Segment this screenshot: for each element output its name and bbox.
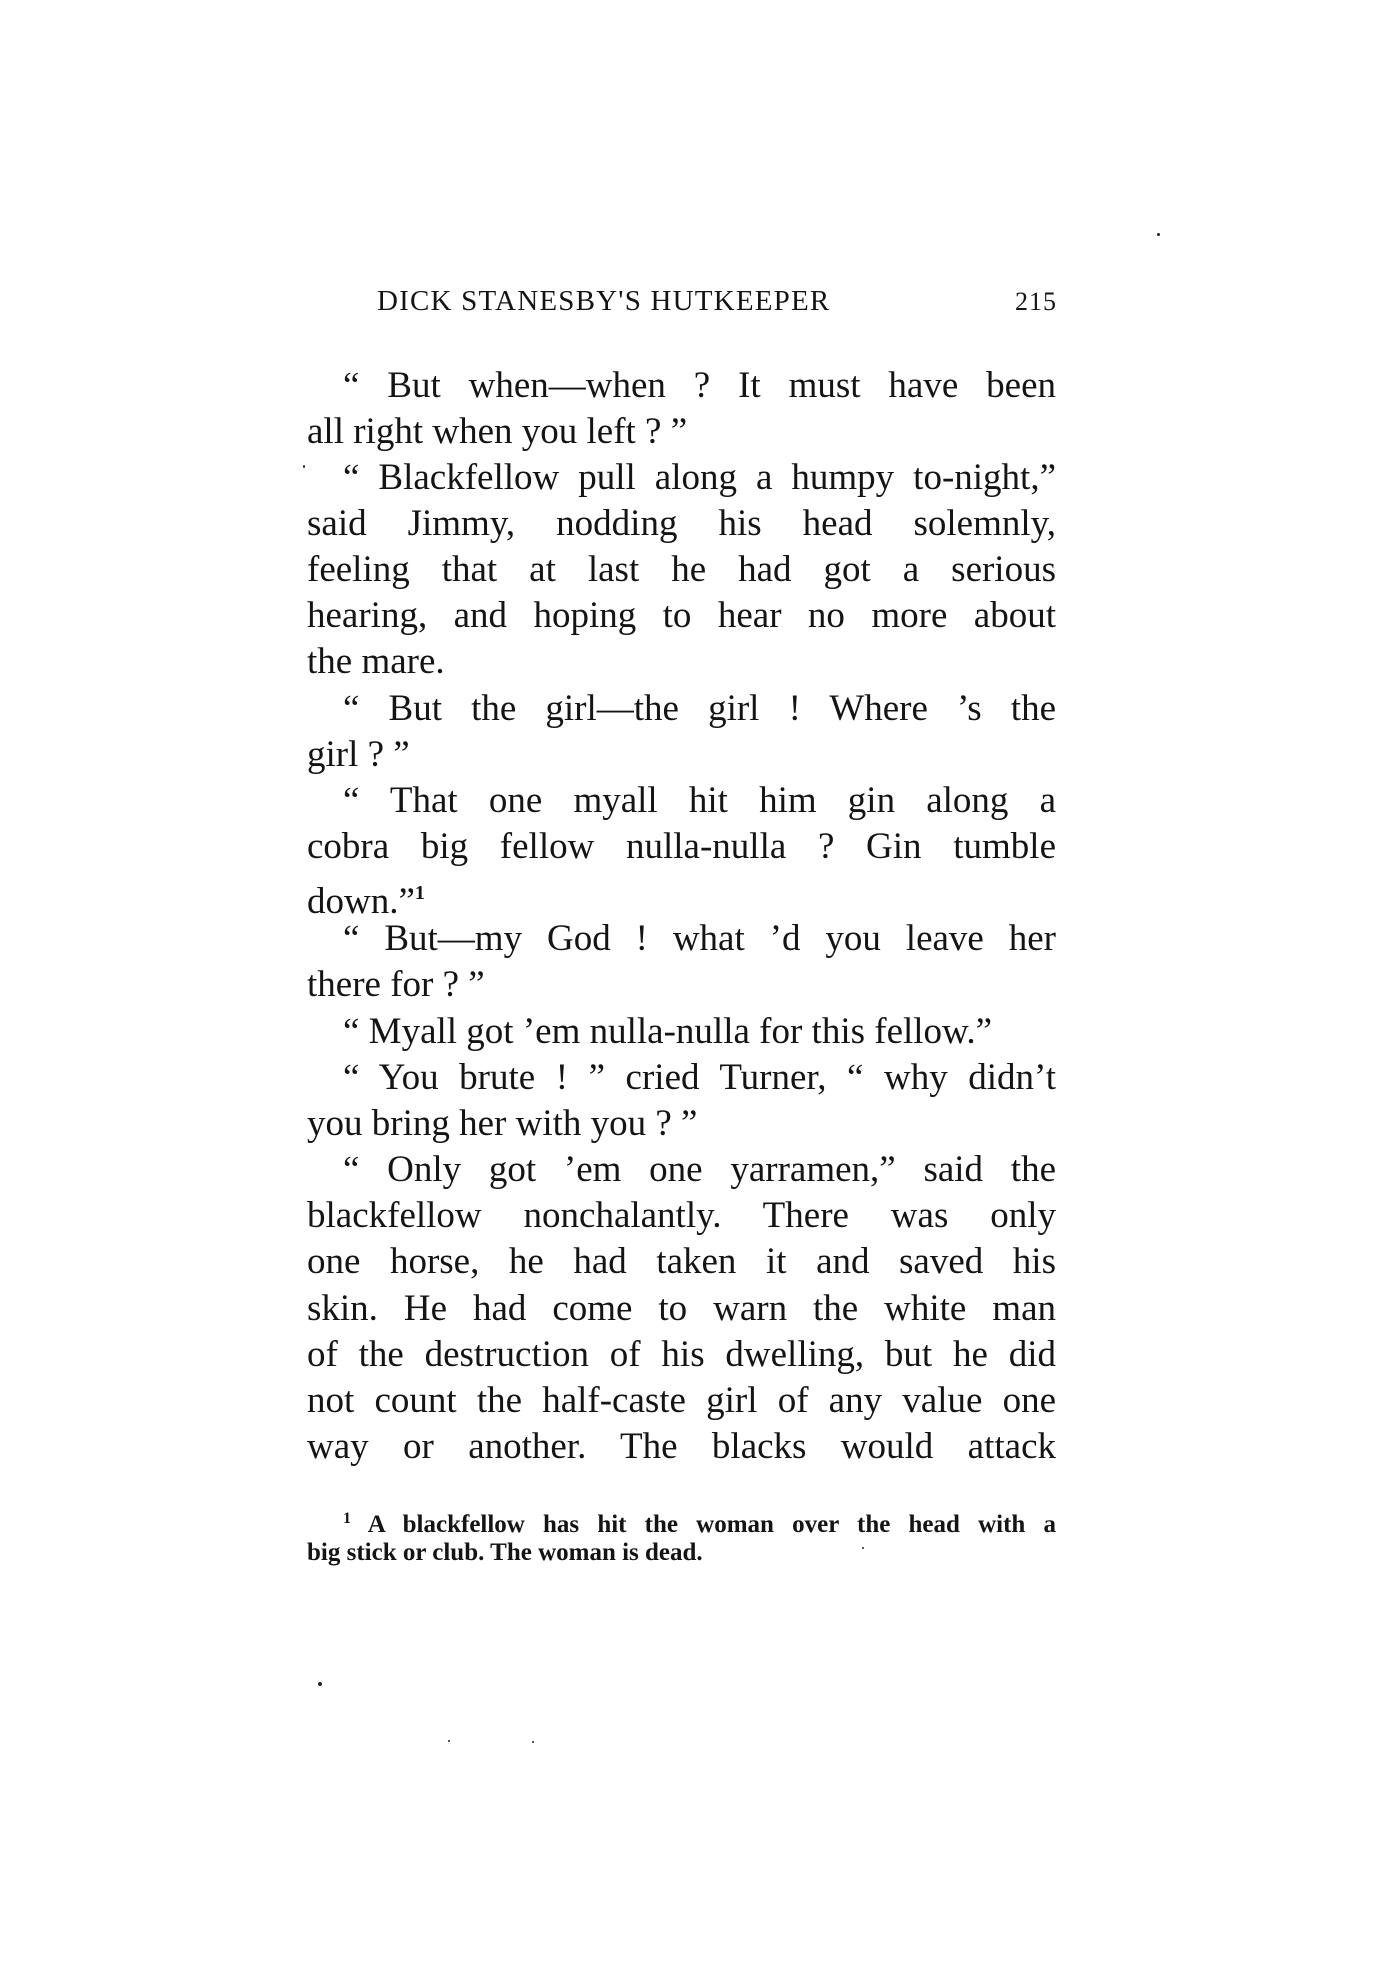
footnote-mark: 1: [343, 1510, 351, 1527]
text-line: there for ? ”: [307, 964, 485, 1005]
text-line: skin. He had come to warn the white man: [307, 1288, 1056, 1329]
page-number: 215: [1015, 287, 1057, 316]
footnote-line: big stick or club. The woman is dead.: [307, 1539, 703, 1566]
text-line: girl ? ”: [307, 734, 410, 775]
running-head: [377, 285, 1057, 325]
paper-speck: [318, 1682, 322, 1686]
text-line: “ Myall got ’em nulla-nulla for this fellow.”: [343, 1011, 993, 1052]
text-line: feeling that at last he had got a serious: [307, 549, 1056, 590]
text-line: not count the half-caste girl of any value one: [307, 1380, 1056, 1421]
text-line: “ But—my God ! what ’d you leave her: [343, 918, 1056, 959]
text-line: of the destruction of his dwelling, but he did: [307, 1334, 1056, 1375]
paper-speck: [448, 1740, 450, 1742]
text-line: “ You brute ! ” cried Turner, “ why didn’t: [343, 1057, 1056, 1098]
text-line: [307, 870, 1056, 922]
text-line: way or another. The blacks would attack: [307, 1426, 1056, 1467]
text-line: one horse, he had taken it and saved his: [307, 1241, 1056, 1282]
text-line: cobra big fellow nulla-nulla ? Gin tumble: [307, 826, 1056, 867]
text-line: “ Blackfellow pull along a humpy to-night,”: [343, 457, 1056, 498]
paper-speck: [532, 1741, 534, 1743]
footnote-reference: 1: [414, 882, 425, 904]
text-line: hearing, and hoping to hear no more about: [307, 595, 1056, 636]
text-line: blackfellow nonchalantly. There was only: [307, 1195, 1056, 1236]
text-line: the mare.: [307, 641, 445, 682]
paper-speck: [1157, 233, 1160, 236]
text-line: said Jimmy, nodding his head solemnly,: [307, 503, 1056, 544]
text-line: “ Only got ’em one yarramen,” said the: [343, 1149, 1056, 1190]
footnote-line: [307, 1503, 1056, 1538]
text-line: you bring her with you ? ”: [307, 1103, 698, 1144]
text-line: all right when you left ? ”: [307, 411, 688, 452]
text-line: “ That one myall hit him gin along a: [343, 780, 1056, 821]
paper-speck: [303, 465, 305, 468]
running-head-title: DICK STANESBY'S HUTKEEPER: [377, 285, 831, 317]
text-line: “ But the girl—the girl ! Where ’s the: [343, 688, 1056, 729]
text-line-content: down.”: [307, 881, 415, 922]
text-line: “ But when—when ? It must have been: [343, 365, 1056, 406]
paper-speck: [862, 1547, 864, 1549]
footnote-text: A blackfellow has hit the woman over the head with a: [367, 1511, 1056, 1538]
